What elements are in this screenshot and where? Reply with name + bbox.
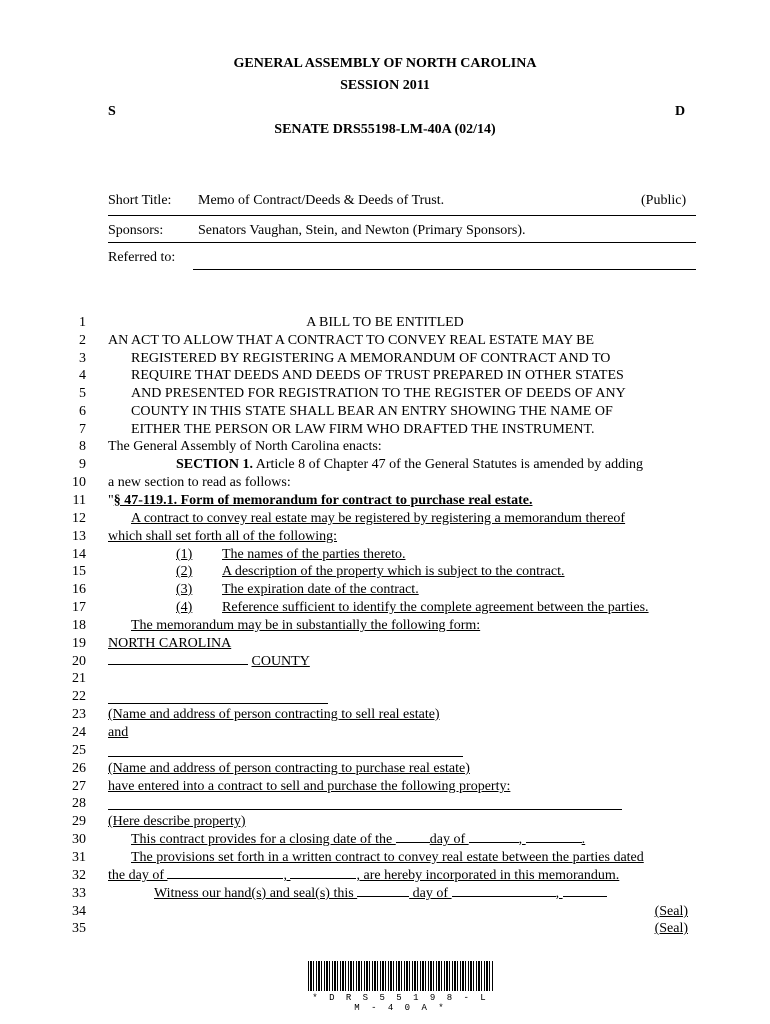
line-number: 15 bbox=[72, 564, 86, 579]
divider bbox=[108, 215, 696, 216]
form-county-line bbox=[108, 654, 310, 670]
blank-line bbox=[452, 895, 556, 897]
form-text: , are hereby incorporated in this memorandum. bbox=[356, 868, 620, 883]
list-item-text: A description of the property which is subject to the contract. bbox=[222, 564, 565, 579]
statute-heading: § 47-119.1. Form of memorandum for contract to purchase real estate. bbox=[113, 493, 533, 508]
line-number: 3 bbox=[79, 351, 86, 366]
line-number: 12 bbox=[72, 511, 86, 526]
dated-line bbox=[108, 868, 619, 884]
blank-line bbox=[167, 877, 283, 879]
divider bbox=[108, 242, 696, 243]
line-number: 24 bbox=[72, 725, 86, 740]
list-item-text: The expiration date of the contract. bbox=[222, 582, 419, 597]
list-item-number: (3) bbox=[176, 582, 193, 597]
form-text: , bbox=[555, 886, 563, 901]
line-number: 14 bbox=[72, 547, 86, 562]
bill-caption: A BILL TO BE ENTITLED bbox=[306, 315, 464, 330]
blank-line bbox=[290, 877, 356, 879]
form-text: day of bbox=[429, 832, 469, 847]
line-number: 9 bbox=[79, 457, 86, 472]
statute-text: which shall set forth all of the following: bbox=[108, 529, 338, 544]
line-number: 28 bbox=[72, 796, 86, 811]
statute-heading-line bbox=[108, 493, 532, 509]
blank-line bbox=[563, 895, 607, 897]
form-text: and bbox=[108, 725, 129, 740]
line-number: 22 bbox=[72, 689, 86, 704]
blank-line bbox=[469, 841, 519, 843]
chamber-code-left: S bbox=[108, 104, 116, 119]
seal-label: (Seal) bbox=[654, 904, 688, 919]
line-number: 20 bbox=[72, 654, 86, 669]
line-number: 26 bbox=[72, 761, 86, 776]
line-number: 30 bbox=[72, 832, 86, 847]
form-text: the day of bbox=[108, 868, 168, 883]
chamber-code-right: D bbox=[675, 104, 686, 119]
public-tag: (Public) bbox=[641, 193, 687, 208]
line-number: 7 bbox=[79, 422, 86, 437]
form-text: This contract provides for a closing date of the bbox=[131, 832, 396, 847]
line-number: 19 bbox=[72, 636, 86, 651]
barcode-text: * D R S 5 5 1 9 8 - L M - 4 0 A * bbox=[312, 993, 489, 1013]
blank-line bbox=[108, 703, 328, 704]
list-item-number: (1) bbox=[176, 547, 193, 562]
section-line bbox=[176, 457, 643, 473]
referred-label: Referred to: bbox=[108, 250, 176, 265]
section-heading: SECTION 1. bbox=[176, 457, 254, 472]
form-caption: (Name and address of person contracting to purchase real estate) bbox=[108, 761, 470, 776]
form-state: NORTH CAROLINA bbox=[108, 636, 232, 651]
act-title-line: REGISTERED BY REGISTERING A MEMORANDUM OF CONTRACT AND TO bbox=[131, 351, 611, 366]
form-text: . bbox=[581, 832, 586, 847]
line-number: 1 bbox=[79, 315, 86, 330]
blank-line bbox=[108, 756, 463, 757]
form-caption: (Here describe property) bbox=[108, 814, 246, 829]
assembly-title: GENERAL ASSEMBLY OF NORTH CAROLINA bbox=[233, 56, 537, 71]
form-caption: (Name and address of person contracting to sell real estate) bbox=[108, 707, 440, 722]
statute-text: A contract to convey real estate may be registered by registering a memorandum thereof bbox=[131, 511, 626, 526]
act-title-line: COUNTY IN THIS STATE SHALL BEAR AN ENTRY SHOWING THE NAME OF bbox=[131, 404, 613, 419]
line-number: 16 bbox=[72, 582, 86, 597]
barcode bbox=[308, 961, 493, 991]
witness-line bbox=[154, 886, 607, 902]
line-number: 18 bbox=[72, 618, 86, 633]
form-text: The provisions set forth in a written contract to convey real estate between the parties dated bbox=[131, 850, 644, 865]
line-number: 32 bbox=[72, 868, 86, 883]
blank-line bbox=[357, 895, 409, 897]
line-number: 29 bbox=[72, 814, 86, 829]
short-title-label: Short Title: bbox=[108, 193, 172, 208]
list-item-number: (2) bbox=[176, 564, 193, 579]
line-number: 10 bbox=[72, 475, 86, 490]
statute-text: The memorandum may be in substantially the following form: bbox=[131, 618, 481, 633]
line-number: 35 bbox=[72, 921, 86, 936]
blank-line bbox=[108, 663, 248, 665]
line-number: 21 bbox=[72, 671, 86, 686]
closing-date-line bbox=[131, 832, 585, 848]
line-number: 2 bbox=[79, 333, 86, 348]
line-number: 8 bbox=[79, 439, 86, 454]
line-number: 23 bbox=[72, 707, 86, 722]
bill-id: SENATE DRS55198-LM-40A (02/14) bbox=[274, 122, 496, 137]
form-text: day of bbox=[409, 886, 452, 901]
line-number: 17 bbox=[72, 600, 86, 615]
act-title-line: REQUIRE THAT DEEDS AND DEEDS OF TRUST PREPARED IN OTHER STATES bbox=[131, 368, 624, 383]
line-number: 4 bbox=[79, 368, 86, 383]
form-text: , bbox=[518, 832, 526, 847]
line-number: 25 bbox=[72, 743, 86, 758]
form-text: Witness our hand(s) and seal(s) this bbox=[154, 886, 358, 901]
list-item-text: Reference sufficient to identify the complete agreement between the parties. bbox=[222, 600, 649, 615]
line-number: 11 bbox=[72, 493, 86, 508]
session-title: SESSION 2011 bbox=[340, 78, 430, 93]
blank-line bbox=[396, 841, 430, 843]
short-title: Memo of Contract/Deeds & Deeds of Trust. bbox=[198, 193, 445, 208]
enacting-clause: The General Assembly of North Carolina enacts: bbox=[108, 439, 382, 454]
act-title-line: EITHER THE PERSON OR LAW FIRM WHO DRAFTED THE INSTRUMENT. bbox=[131, 422, 595, 437]
act-title-line: AND PRESENTED FOR REGISTRATION TO THE REGISTER OF DEEDS OF ANY bbox=[131, 386, 626, 401]
act-title-line: AN ACT TO ALLOW THAT A CONTRACT TO CONVEY REAL ESTATE MAY BE bbox=[108, 333, 595, 348]
form-text: have entered into a contract to sell and purchase the following property: bbox=[108, 779, 511, 794]
sponsors-label: Sponsors: bbox=[108, 223, 164, 238]
line-number: 5 bbox=[79, 386, 86, 401]
form-text: , bbox=[283, 868, 291, 883]
sponsors: Senators Vaughan, Stein, and Newton (Primary Sponsors). bbox=[198, 223, 526, 238]
list-item-number: (4) bbox=[176, 600, 193, 615]
body-text: a new section to read as follows: bbox=[108, 475, 291, 490]
line-number: 31 bbox=[72, 850, 86, 865]
line-number: 27 bbox=[72, 779, 86, 794]
blank-line bbox=[526, 841, 582, 843]
divider bbox=[193, 269, 696, 270]
line-number: 33 bbox=[72, 886, 86, 901]
open-quote: " bbox=[108, 493, 114, 508]
seal-label: (Seal) bbox=[654, 921, 688, 936]
blank-line bbox=[108, 809, 622, 810]
section-text: Article 8 of Chapter 47 of the General Statutes is amended by adding bbox=[253, 457, 643, 472]
form-county: COUNTY bbox=[251, 654, 310, 669]
line-number: 13 bbox=[72, 529, 86, 544]
list-item-text: The names of the parties thereto. bbox=[222, 547, 406, 562]
line-number: 34 bbox=[72, 904, 86, 919]
line-number: 6 bbox=[79, 404, 86, 419]
